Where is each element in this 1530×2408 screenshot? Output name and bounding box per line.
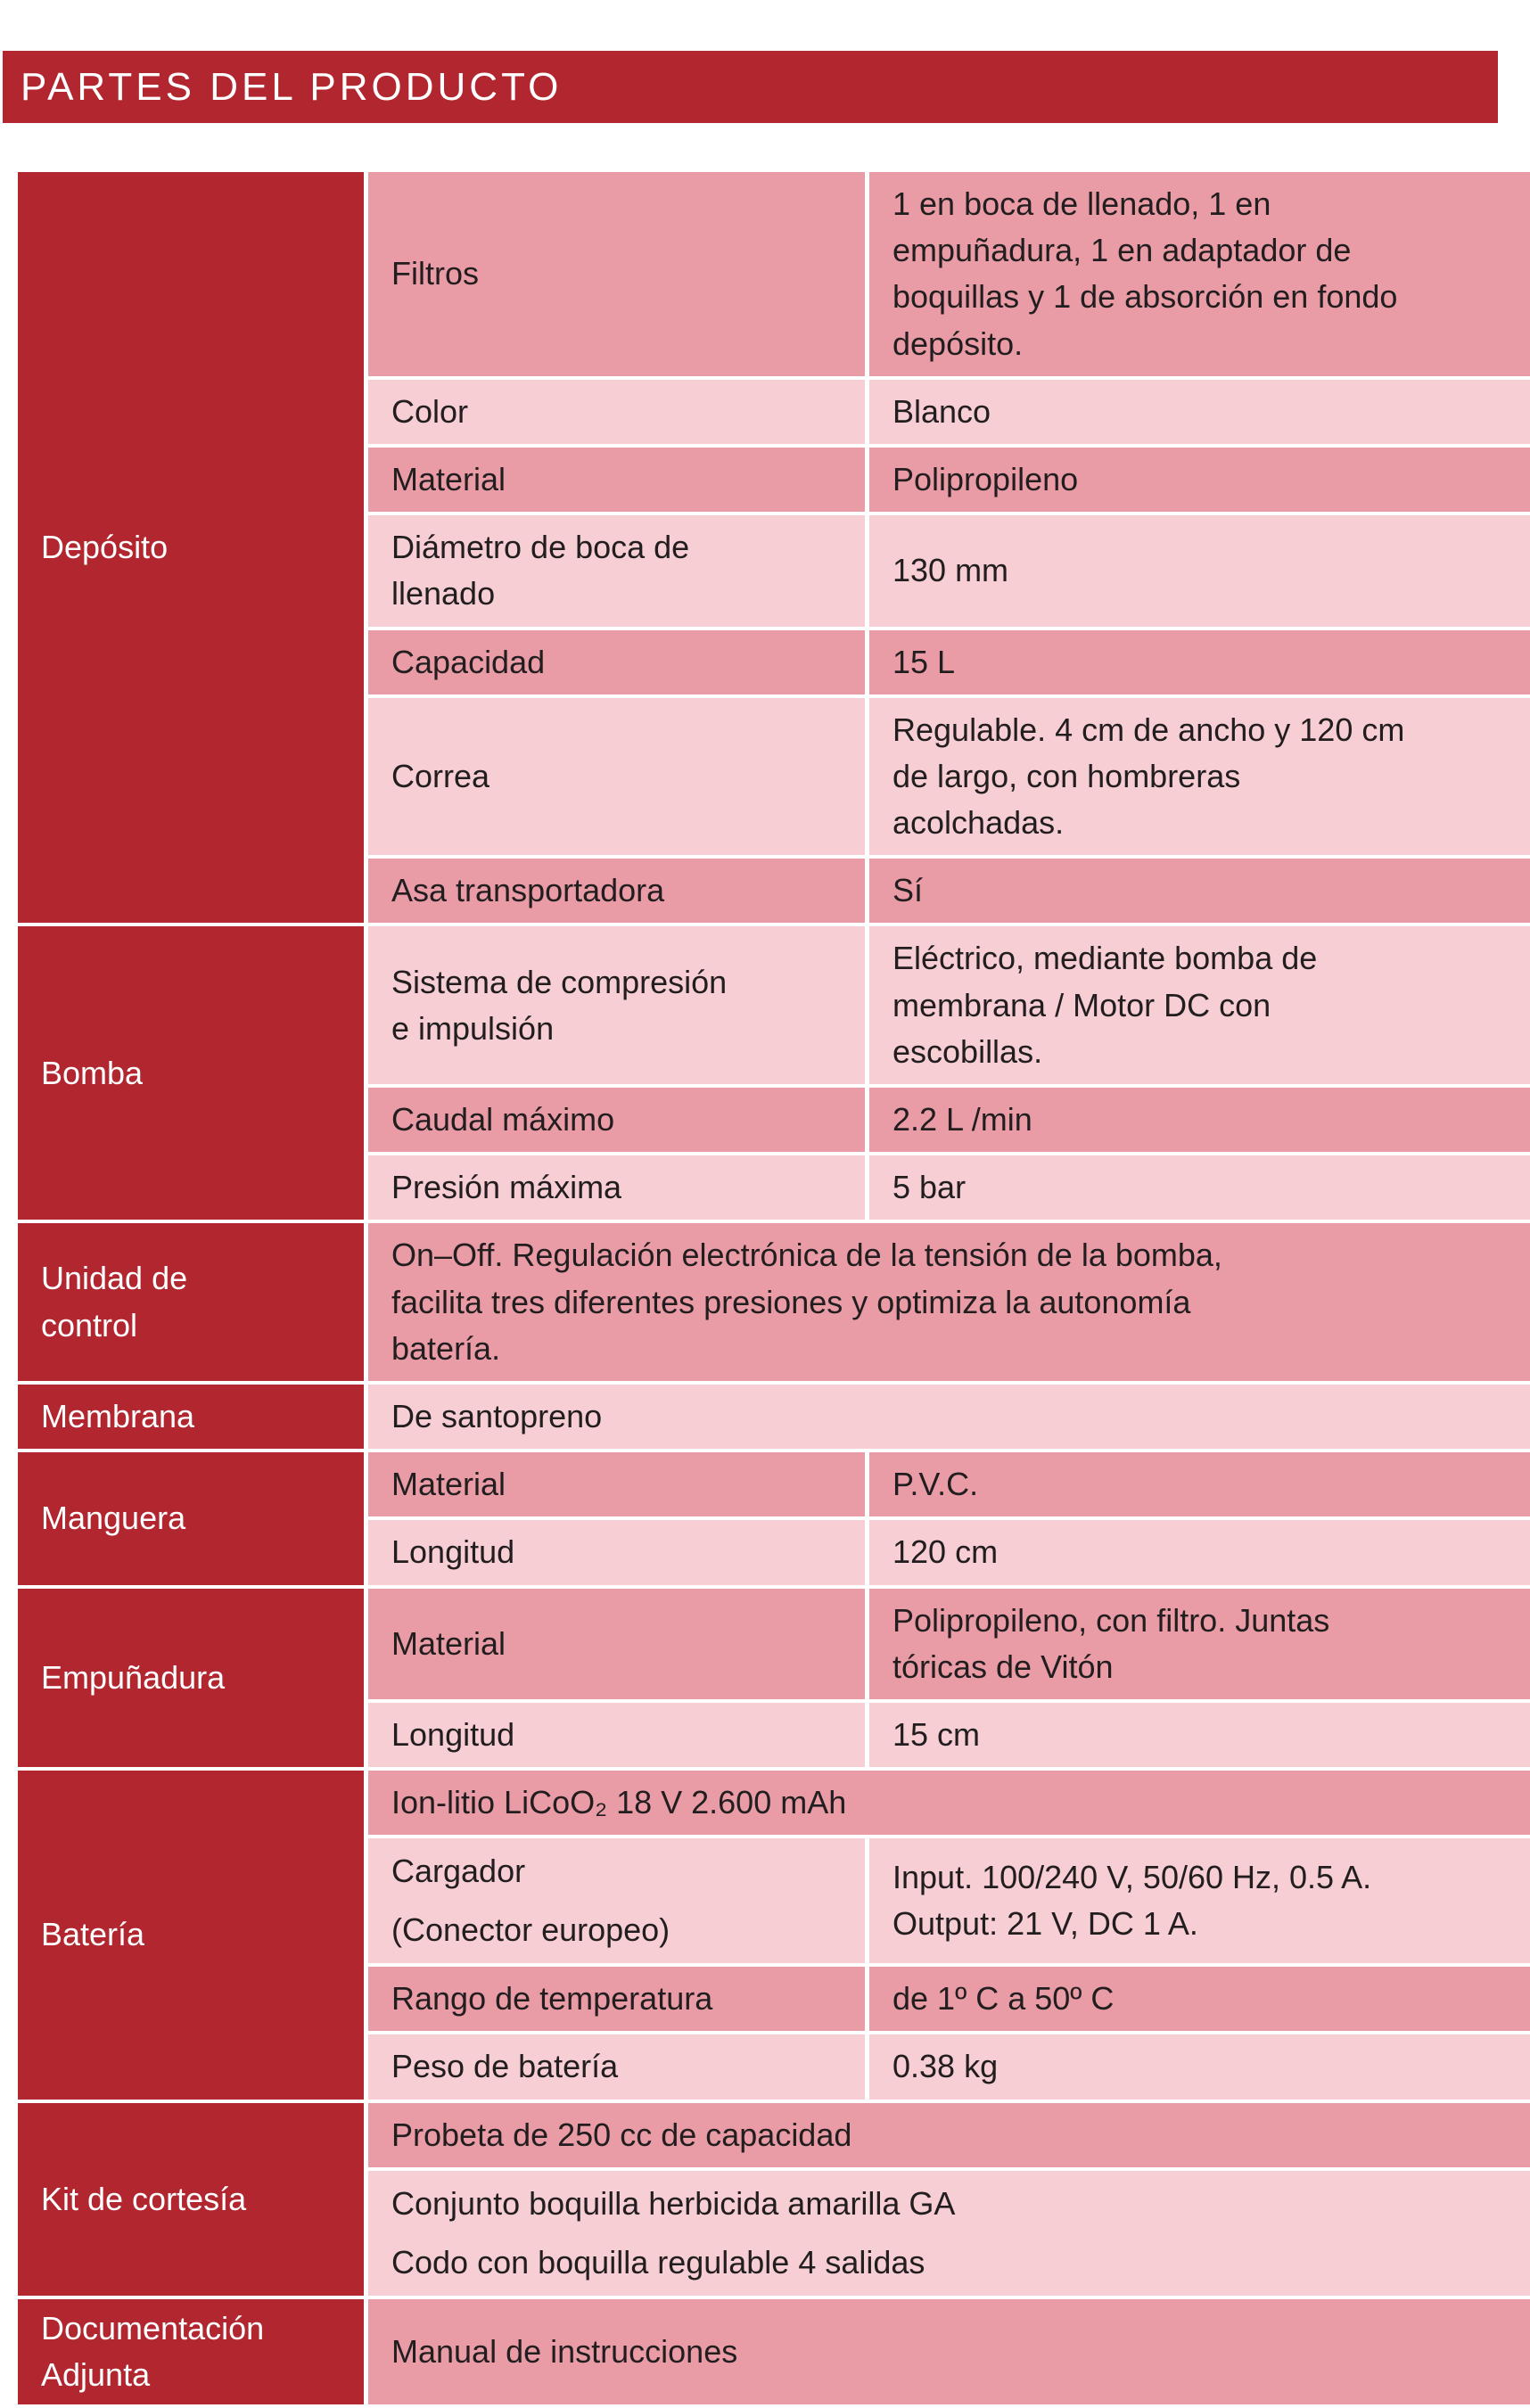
spec-row-diametro-boca bbox=[368, 515, 1530, 626]
spec-value-filtros bbox=[869, 172, 1530, 376]
spec-value-material bbox=[869, 448, 1530, 512]
value-text: 130 mm bbox=[892, 552, 1009, 589]
label-text: Correa bbox=[391, 757, 490, 794]
spec-label-capacidad bbox=[368, 630, 865, 694]
spec-value-boquillas bbox=[368, 2171, 1530, 2296]
spec-row-manguera-longitud bbox=[368, 1520, 1530, 1584]
category-cell-membrana bbox=[18, 1385, 364, 1449]
spec-row-color bbox=[368, 380, 1530, 444]
spec-value-caudal-maximo bbox=[869, 1088, 1530, 1152]
spec-row-manguera-material bbox=[368, 1452, 1530, 1516]
label-text: Sistema de compresión bbox=[391, 963, 728, 1000]
spec-label-rango-temperatura bbox=[368, 1967, 865, 2031]
label-text: Material bbox=[391, 1624, 506, 1662]
spec-value-probeta bbox=[368, 2103, 1530, 2167]
spec-value-diametro-boca bbox=[869, 515, 1530, 626]
label-text: Material bbox=[391, 1466, 506, 1503]
spec-label-sistema-compresion bbox=[368, 926, 865, 1084]
spec-label-material bbox=[368, 448, 865, 512]
value-text: Polipropileno bbox=[892, 460, 1079, 497]
spec-value-presion-maxima bbox=[869, 1155, 1530, 1220]
product-parts-table bbox=[18, 172, 1530, 2408]
spec-label-presion-maxima bbox=[368, 1155, 865, 1220]
value-text: 120 cm bbox=[892, 1533, 999, 1571]
spec-value-peso-bateria bbox=[869, 2034, 1530, 2099]
spec-value-correa bbox=[869, 698, 1530, 856]
label-text: Rango de temperatura bbox=[391, 1980, 713, 2018]
value-text: Sí bbox=[892, 872, 924, 909]
spec-label-peso-bateria bbox=[368, 2034, 865, 2099]
value-text: de largo, con hombreras bbox=[892, 757, 1241, 794]
spec-label-manguera-longitud bbox=[368, 1520, 865, 1584]
spec-row-sistema-compresion bbox=[368, 926, 1530, 1084]
value-text: de 1º C a 50º C bbox=[892, 1980, 1115, 2018]
spec-label-cargador bbox=[368, 1838, 865, 1963]
value-text: empuñadura, 1 en adaptador de bbox=[892, 232, 1352, 269]
spec-value-capacidad bbox=[869, 630, 1530, 694]
value-text: tóricas de Vitón bbox=[892, 1648, 1114, 1685]
value-text: facilita tres diferentes presiones y optimiza la autonomía bbox=[391, 1283, 1191, 1320]
label-text: e impulsión bbox=[391, 1009, 555, 1047]
value-text: 0.38 kg bbox=[892, 2048, 999, 2085]
label-text: Longitud bbox=[391, 1533, 515, 1571]
value-text: P.V.C. bbox=[892, 1466, 979, 1503]
value-text: Manual de instrucciones bbox=[391, 2332, 738, 2370]
section-rows bbox=[368, 1385, 1530, 1449]
label-text: Presión máxima bbox=[391, 1169, 622, 1206]
category-label: Adjunta bbox=[41, 2355, 151, 2393]
value-text: Polipropileno, con filtro. Juntas bbox=[892, 1601, 1330, 1639]
category-cell-bomba bbox=[18, 926, 364, 1220]
label-text: Capacidad bbox=[391, 643, 546, 680]
label-text: Color bbox=[391, 392, 469, 430]
label-text: Filtros bbox=[391, 255, 479, 292]
category-label: Membrana bbox=[41, 1397, 195, 1434]
section-rows bbox=[368, 1223, 1530, 1381]
section-rows bbox=[368, 172, 1530, 923]
spec-row-rango-temperatura bbox=[368, 1967, 1530, 2031]
category-label: Unidad de bbox=[41, 1260, 188, 1297]
section-rows bbox=[368, 2299, 1530, 2404]
spec-value-color bbox=[869, 380, 1530, 444]
section-bateria bbox=[18, 1771, 1530, 2100]
spec-row-unidad-control bbox=[368, 1223, 1530, 1381]
spec-label-empunadura-longitud bbox=[368, 1703, 865, 1767]
spec-row-cargador bbox=[368, 1838, 1530, 1963]
spec-row-presion-maxima bbox=[368, 1155, 1530, 1220]
title-bar bbox=[3, 51, 1498, 123]
spec-value-unidad-control bbox=[368, 1223, 1530, 1381]
category-label: Kit de cortesía bbox=[41, 2180, 247, 2217]
label-text: (Conector europeo) bbox=[391, 1911, 670, 1949]
value-text: Conjunto boquilla herbicida amarilla GA bbox=[391, 2184, 956, 2222]
label-text: Longitud bbox=[391, 1715, 515, 1753]
value-text: Codo con boquilla regulable 4 salidas bbox=[391, 2243, 925, 2281]
spec-row-empunadura-longitud bbox=[368, 1703, 1530, 1767]
section-membrana bbox=[18, 1385, 1530, 1449]
spec-row-filtros bbox=[368, 172, 1530, 376]
category-cell-manguera bbox=[18, 1452, 364, 1584]
category-label: Empuñadura bbox=[41, 1658, 226, 1696]
spec-value-bateria-tipo bbox=[368, 1771, 1530, 1835]
category-label: Batería bbox=[41, 1916, 145, 1953]
section-kit-de-cortesia bbox=[18, 2103, 1530, 2296]
value-text: Eléctrico, mediante bomba de bbox=[892, 940, 1318, 977]
category-label: Depósito bbox=[41, 529, 169, 566]
section-bomba bbox=[18, 926, 1530, 1220]
spec-value-asa-transportadora bbox=[869, 859, 1530, 923]
section-rows bbox=[368, 1771, 1530, 2100]
value-text: De santopreno bbox=[391, 1397, 603, 1434]
section-deposito bbox=[18, 172, 1530, 923]
spec-row-material bbox=[368, 448, 1530, 512]
spec-value-empunadura-longitud bbox=[869, 1703, 1530, 1767]
spec-label-empunadura-material bbox=[368, 1589, 865, 1699]
label-text: llenado bbox=[391, 575, 496, 612]
value-text: 15 cm bbox=[892, 1715, 981, 1753]
spec-value-cargador bbox=[869, 1838, 1530, 1963]
spec-value-sistema-compresion bbox=[869, 926, 1530, 1084]
value-text: 5 bar bbox=[892, 1169, 967, 1206]
spec-row-peso-bateria bbox=[368, 2034, 1530, 2099]
value-text: 2.2 L /min bbox=[892, 1101, 1032, 1138]
spec-value-membrana bbox=[368, 1385, 1530, 1449]
spec-value-manual bbox=[368, 2299, 1530, 2404]
category-cell-unidad-de-control bbox=[18, 1223, 364, 1381]
spec-row-membrana bbox=[368, 1385, 1530, 1449]
spec-row-bateria-tipo bbox=[368, 1771, 1530, 1835]
section-documentacion-adjunta bbox=[18, 2299, 1530, 2404]
section-rows bbox=[368, 2103, 1530, 2296]
value-text: boquillas y 1 de absorción en fondo bbox=[892, 278, 1398, 316]
section-manguera bbox=[18, 1452, 1530, 1584]
spec-label-filtros bbox=[368, 172, 865, 376]
value-text: escobillas. bbox=[892, 1032, 1043, 1070]
value-text: Output: 21 V, DC 1 A. bbox=[892, 1905, 1198, 1943]
category-cell-bateria bbox=[18, 1771, 364, 2100]
category-cell-empunadura bbox=[18, 1589, 364, 1768]
label-text: Material bbox=[391, 460, 506, 497]
spec-row-asa-transportadora bbox=[368, 859, 1530, 923]
spec-label-caudal-maximo bbox=[368, 1088, 865, 1152]
page-title: PARTES DEL PRODUCTO bbox=[21, 64, 563, 109]
spec-label-correa bbox=[368, 698, 865, 856]
spec-label-diametro-boca bbox=[368, 515, 865, 626]
spec-row-boquillas bbox=[368, 2171, 1530, 2296]
section-rows bbox=[368, 1589, 1530, 1768]
section-rows bbox=[368, 1452, 1530, 1584]
spec-label-color bbox=[368, 380, 865, 444]
category-cell-deposito bbox=[18, 172, 364, 923]
value-text: batería. bbox=[391, 1329, 501, 1367]
value-text: membrana / Motor DC con bbox=[892, 986, 1271, 1023]
value-text: Probeta de 250 cc de capacidad bbox=[391, 2116, 852, 2153]
spec-row-empunadura-material bbox=[368, 1589, 1530, 1699]
spec-row-correa bbox=[368, 698, 1530, 856]
spec-row-caudal-maximo bbox=[368, 1088, 1530, 1152]
value-text: 1 en boca de llenado, 1 en bbox=[892, 185, 1271, 222]
value-text: 15 L bbox=[892, 643, 956, 680]
spec-row-probeta bbox=[368, 2103, 1530, 2167]
spec-row-capacidad bbox=[368, 630, 1530, 694]
spec-row-manual bbox=[368, 2299, 1530, 2404]
section-empunadura bbox=[18, 1589, 1530, 1768]
label-text: Cargador bbox=[391, 1853, 526, 1890]
value-text: On–Off. Regulación electrónica de la tensión de la bomba, bbox=[391, 1237, 1222, 1274]
category-label: Manguera bbox=[41, 1500, 186, 1537]
spec-value-manguera-longitud bbox=[869, 1520, 1530, 1584]
category-label: Documentación bbox=[41, 2309, 265, 2346]
value-text: Input. 100/240 V, 50/60 Hz, 0.5 A. bbox=[892, 1859, 1372, 1896]
value-text: Blanco bbox=[892, 392, 991, 430]
category-cell-documentacion-adjunta bbox=[18, 2299, 364, 2404]
label-text: Caudal máximo bbox=[391, 1101, 615, 1138]
spec-value-manguera-material bbox=[869, 1452, 1530, 1516]
value-text: Regulable. 4 cm de ancho y 120 cm bbox=[892, 711, 1405, 748]
category-label: control bbox=[41, 1306, 138, 1344]
label-text: Diámetro de boca de bbox=[391, 529, 690, 566]
value-text: Ion-litio LiCoO₂ 18 V 2.600 mAh bbox=[391, 1784, 847, 1821]
section-rows bbox=[368, 926, 1530, 1220]
spec-label-manguera-material bbox=[368, 1452, 865, 1516]
section-unidad-de-control bbox=[18, 1223, 1530, 1381]
category-cell-kit-de-cortesia bbox=[18, 2103, 364, 2296]
spec-value-empunadura-material bbox=[869, 1589, 1530, 1699]
label-text: Asa transportadora bbox=[391, 872, 665, 909]
value-text: depósito. bbox=[892, 325, 1024, 362]
category-label: Bomba bbox=[41, 1054, 144, 1091]
value-text: acolchadas. bbox=[892, 804, 1065, 842]
spec-label-asa-transportadora bbox=[368, 859, 865, 923]
spec-value-rango-temperatura bbox=[869, 1967, 1530, 2031]
label-text: Peso de batería bbox=[391, 2048, 619, 2085]
